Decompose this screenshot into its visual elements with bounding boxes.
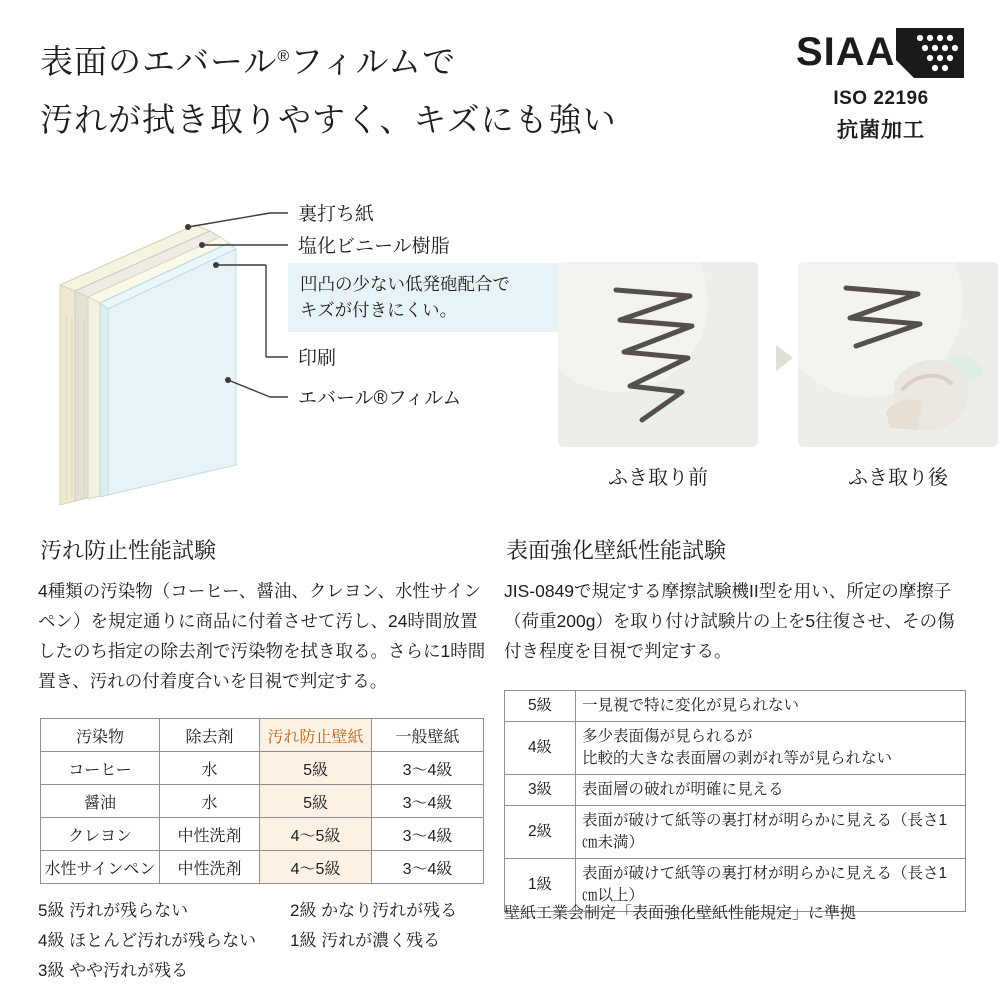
siaa-logo-text: SIAA (796, 30, 896, 74)
surface-strength-table (504, 690, 966, 912)
left-section-title: 汚れ防止性能試験 (40, 538, 217, 563)
table-row (505, 691, 966, 722)
table-row (505, 806, 966, 859)
wipe-after-caption: ふき取り後 (848, 467, 948, 489)
siaa-caption: 抗菌加工 (837, 119, 925, 142)
headline (40, 34, 740, 143)
cell-grade: 2級 (505, 806, 576, 859)
cell-pollutant: クレヨン (41, 818, 160, 851)
wipe-before-block (558, 262, 758, 490)
cell-general: 3〜4級 (372, 785, 484, 818)
cell-grade: 3級 (505, 775, 576, 806)
cell-description (576, 722, 966, 775)
right-section-body: JIS-0849で規定する摩擦試験機II型を用い、所定の摩擦子（荷重200g）を取り付け試験片の上を5往復させ、その傷付き程度を目視で判定する。 (504, 581, 955, 661)
cell-pollutant: コーヒー (41, 752, 160, 785)
wipe-after-block (798, 262, 998, 490)
description-line-2: 比較的大きな表面層の剥がれ等が見られない (582, 750, 893, 767)
stain-resistance-table (40, 718, 484, 884)
wipe-before-caption: ふき取り前 (608, 467, 708, 489)
cell-description: 一見視で特に変化が見られない (576, 691, 966, 722)
cell-stain-resistant: 4〜5級 (260, 818, 372, 851)
cell-grade: 5級 (505, 691, 576, 722)
cell-description: 表面が破けて紙等の裏打材が明らかに見える（長さ1㎝以上） (576, 859, 966, 912)
legend-item: 2級 かなり汚れが残る (290, 901, 458, 920)
diagram-label-evar-film: エバール®フィルム (298, 388, 462, 409)
siaa-iso-number: ISO 22196 (833, 88, 929, 109)
wipe-before-photo (558, 262, 758, 447)
cell-remover: 中性洗剤 (159, 851, 259, 884)
scribble-after-icon (798, 262, 998, 447)
left-section-body: 4種類の汚染物（コーヒー、醤油、クレヨン、水性サインペン）を規定通りに商品に付着させて汚し、24時間放置したのち指定の除去剤で汚染物を拭き取る。さらに1時間置き、汚れの付着度合いを目視で判定する。 (38, 581, 486, 691)
legend-item: 5級 汚れが残らない (38, 901, 189, 920)
left-legend-column-2 (290, 896, 457, 956)
cross-section-diagram (20, 165, 580, 505)
diagram-label-backing-paper: 裏打ち紙 (298, 204, 375, 225)
table-row (505, 775, 966, 806)
right-section-title: 表面強化壁紙性能試験 (506, 538, 727, 563)
siaa-logo-mark (796, 26, 966, 86)
cell-general: 3〜4級 (372, 752, 484, 785)
header-pollutant: 汚染物 (41, 719, 160, 752)
headline-line1-b: フィルムで (290, 43, 457, 80)
cell-remover: 水 (159, 752, 259, 785)
registered-mark-icon: ® (277, 48, 291, 65)
table-row (41, 851, 484, 884)
cell-grade: 4級 (505, 722, 576, 775)
cell-remover: 中性洗剤 (159, 818, 259, 851)
left-legend-column-1 (38, 896, 256, 986)
diagram-callout-low-foam (288, 263, 588, 332)
callout-line-2: キズが付きにくい。 (300, 300, 458, 320)
cell-grade: 1級 (505, 859, 576, 912)
cell-remover: 水 (159, 785, 259, 818)
table-row (41, 785, 484, 818)
header-stain-resistant-wallpaper: 汚れ防止壁紙 (260, 719, 372, 752)
wipe-after-photo (798, 262, 998, 447)
description-line-1: 多少表面傷が見られるが (582, 728, 753, 745)
scribble-before-icon (558, 262, 758, 447)
cell-stain-resistant: 5級 (260, 752, 372, 785)
table-row (41, 818, 484, 851)
cell-stain-resistant: 4〜5級 (260, 851, 372, 884)
cell-pollutant: 水性サインペン (41, 851, 160, 884)
headline-line-1 (40, 34, 740, 85)
cell-description: 表面が破けて紙等の裏打材が明らかに見える（長さ1㎝未満） (576, 806, 966, 859)
headline-line1-a: 表面のエバール (40, 43, 278, 80)
table-row (41, 752, 484, 785)
table-header-row (41, 719, 484, 752)
table-row (505, 722, 966, 775)
cell-description: 表面層の破れが明確に見える (576, 775, 966, 806)
diagram-label-print: 印刷 (298, 348, 337, 369)
legend-item: 3級 やや汚れが残る (38, 961, 189, 980)
legend-item: 4級 ほとんど汚れが残らない (38, 931, 257, 950)
cell-general: 3〜4級 (372, 818, 484, 851)
header-remover: 除去剤 (159, 719, 259, 752)
diagram-label-vinyl-resin: 塩化ビニール樹脂 (298, 236, 450, 257)
siaa-badge (796, 26, 966, 144)
headline-line-2: 汚れが拭き取りやすく、キズにも強い (40, 101, 617, 138)
header-general-wallpaper: 一般壁紙 (372, 719, 484, 752)
cell-pollutant: 醤油 (41, 785, 160, 818)
right-section-note: 壁紙工業会制定「表面強化壁紙性能規定」に準拠 (504, 905, 857, 922)
legend-item: 1級 汚れが濃く残る (290, 931, 441, 950)
callout-line-1: 凹凸の少ない低発砲配合で (300, 274, 510, 294)
cell-general: 3〜4級 (372, 851, 484, 884)
cell-stain-resistant: 5級 (260, 785, 372, 818)
arrow-right-icon (776, 345, 793, 371)
